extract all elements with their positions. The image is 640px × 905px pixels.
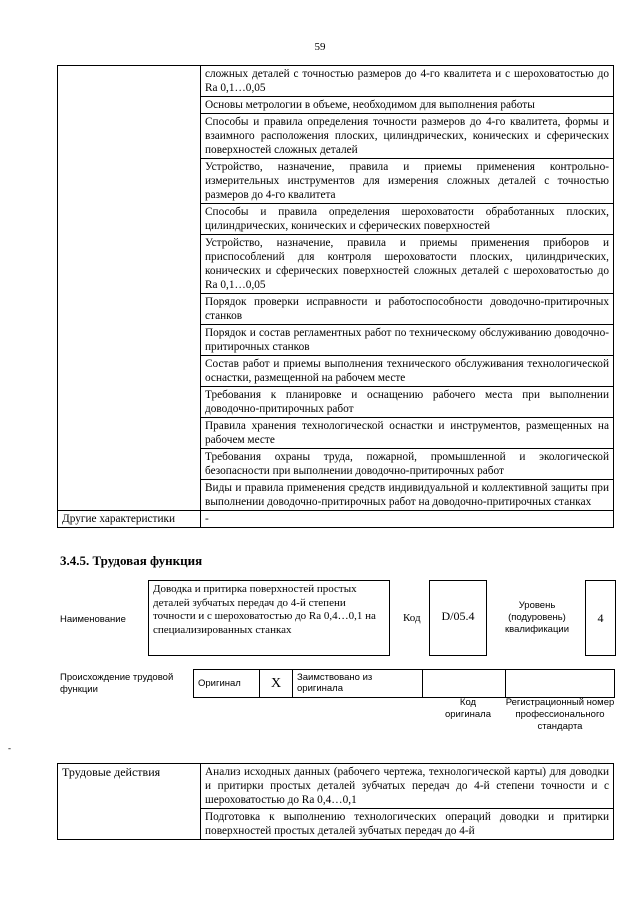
code-original-label: Код оригинала [444,697,491,720]
name-label: Наименование [60,614,126,625]
actions-label: Трудовые действия [58,764,201,840]
origin-table [193,669,615,698]
table-cell: Способы и правила определения точности размеров до 4-го квалитета, формы и взаимного расположения плоских, цилиндрических, конических и сферических поверхностей сложных деталей [201,114,614,159]
origin-label: Происхождение трудовой функции [60,672,174,695]
table-cell: Устройство, назначение, правила и приемы применения приборов и приспособлений для контроля шероховатости плоских, цилиндрических, конических и сферических поверхностей сложных деталей с шероховатостью до Ra 0,1…0,05 [201,235,614,294]
actions-table [57,763,614,840]
table-cell: Правила хранения технологической оснастки и инструментов, размещенных на рабочем месте [201,418,614,449]
table-cell: Способы и правила определения шероховатости обработанных плоских, цилиндрических, конических и сферических поверхностей [201,204,614,235]
table-cell: Требования к планировке и оснащению рабочего места при выполнении доводочно-притирочных работ [201,387,614,418]
reg-number-label: Регистрационный номер профессионального стандарта [505,697,615,732]
level-label: Уровень (подуровень) квалификации [504,600,570,635]
table-cell: Устройство, назначение, правила и приемы применения контрольно-измерительных инструментов для измерения сложных деталей с точностью размеров до 4-го квалитета [201,159,614,204]
table-row [58,66,614,97]
table-cell: сложных деталей с точностью размеров до 4-го квалитета и с шероховатостью до Ra 0,1…0,05 [201,66,614,97]
table-cell: Подготовка к выполнению технологических операций доводки и притирки поверхностей простых деталей зубчатых передач до 4-й [201,809,614,840]
other-characteristics-label: Другие характеристики [58,511,201,528]
table-cell: Порядок и состав регламентных работ по техническому обслуживанию доводочно-притирочных станков [201,325,614,356]
original-label: Оригинал [194,670,260,698]
table-cell: Порядок проверки исправности и работоспособности доводочно-притирочных станков [201,294,614,325]
table-row [58,764,614,809]
page-number: 59 [314,41,326,53]
table-cell: Состав работ и приемы выполнения технического обслуживания технологической оснастки, размещенной на рабочем месте [201,356,614,387]
original-code-cell [423,670,506,698]
table-cell: Требования охраны труда, пожарной, промышленной и экологической безопасности при выполнении доводочно-притирочных работ [201,449,614,480]
table-cell: Анализ исходных данных (рабочего чертежа, технологической карты) для доводки и притирки простых деталей зубчатых передач до 4-й степени точности и с шероховатостью до Ra 0,4…0,1 [201,764,614,809]
margin-mark: - [8,743,11,753]
original-mark: X [260,670,293,698]
section-heading: 3.4.5. Трудовая функция [60,553,203,568]
level-box: 4 [585,580,616,656]
table-cell: Основы метрологии в объеме, необходимом для выполнения работы [201,97,614,114]
table-cell: Виды и правила применения средств индивидуальной и коллективной защиты при выполнении доводочно-притирочных работ на доводочно-притирочных станках [201,480,614,511]
reg-number-cell [506,670,615,698]
borrowed-label: Заимствовано из оригинала [293,670,423,698]
table-row [58,511,614,528]
function-name-box: Доводка и притирка поверхностей простых деталей зубчатых передач до 4-й степени точности и с шероховатостью до Ra 0,4…0,1 на специализированных станках [148,580,390,656]
other-characteristics-value: - [201,511,614,528]
knowledge-table [57,65,614,528]
table-left-cell [58,66,201,511]
code-label: Код [403,612,421,624]
code-box: D/05.4 [429,580,487,656]
